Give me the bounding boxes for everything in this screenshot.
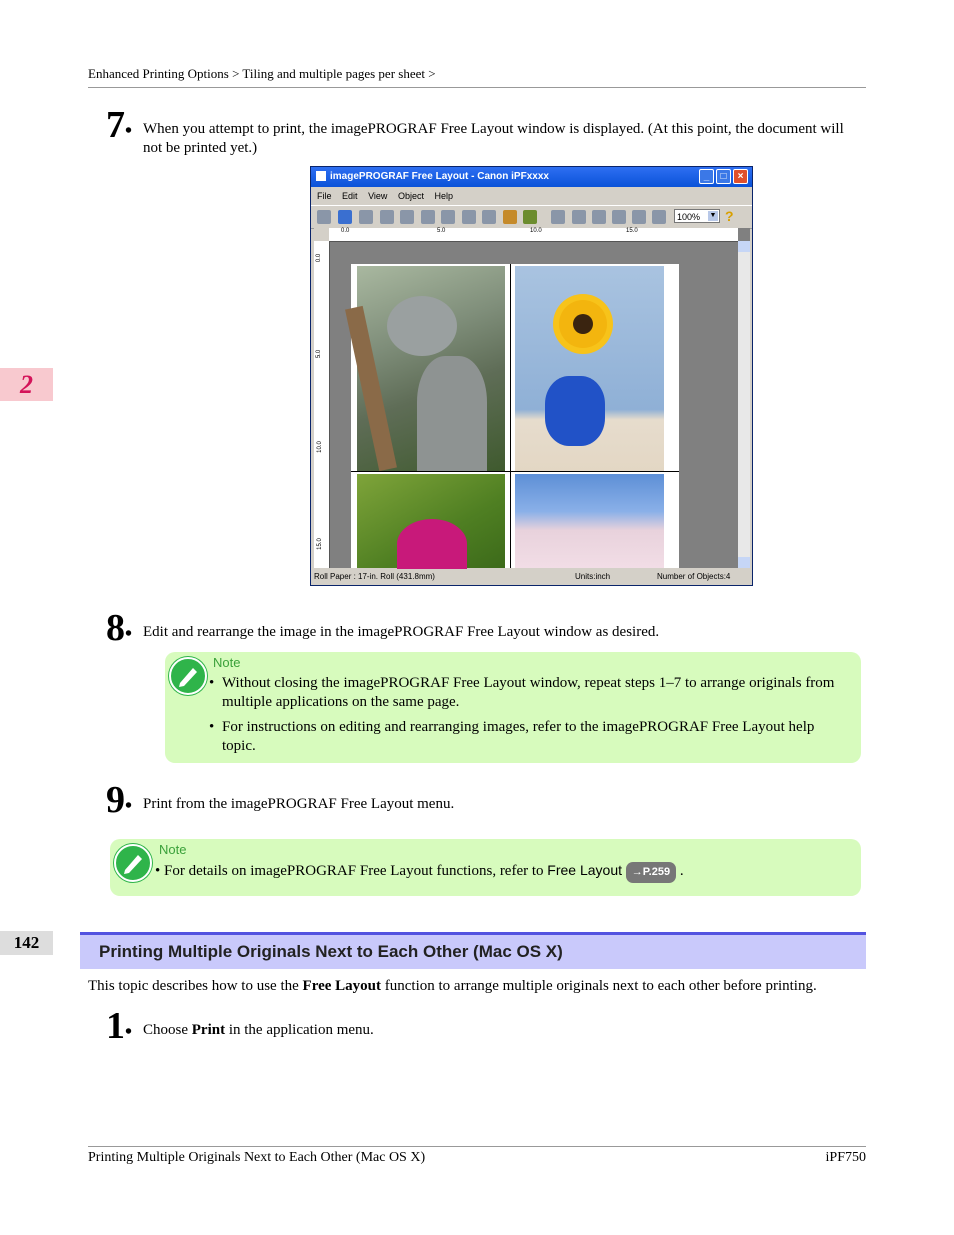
menu-view[interactable]: View [368,191,388,201]
section-intro [88,977,858,996]
note-box [165,652,861,763]
status-objects: Number of Objects:4 [657,572,731,581]
help-icon[interactable]: ? [725,208,734,224]
section-title: Printing Multiple Originals Next to Each Other (Mac OS X) [99,942,563,961]
footer-title: Printing Multiple Originals Next to Each Other (Mac OS X) [88,1150,426,1165]
window-title-bar[interactable] [311,167,752,187]
align-bottom-icon[interactable] [592,210,606,224]
delete-icon[interactable] [441,210,455,224]
zoom-select[interactable] [674,209,720,223]
photo-sunflower[interactable] [515,266,664,471]
copy-icon[interactable] [400,210,414,224]
scroll-down-icon[interactable] [738,557,750,568]
window-title: imagePROGRAF Free Layout - Canon iPFxxxx [330,171,549,182]
maximize-icon[interactable]: □ [716,169,731,184]
note-bullet-text: For instructions on editing and rearranging images, refer to the imagePROGRAF Free Layout help topic. [222,719,815,754]
undo-icon[interactable] [338,210,352,224]
note-bullet: • Without closing the imagePROGRAF Free Layout window, repeat steps 1–7 to arrange originals from multiple applications on the same page. [209,674,849,712]
note-text: For details on imagePROGRAF Free Layout functions, refer to [164,863,544,879]
ruler-v-label: 5.0 [316,349,323,359]
menu-edit[interactable]: Edit [342,191,358,201]
note-bullet-text: Without closing the imagePROGRAF Free Layout window, repeat steps 1–7 to arrange originals from multiple applications on the same page. [222,675,835,710]
redo-icon[interactable] [359,210,373,224]
close-icon[interactable]: × [733,169,748,184]
menu-bar [311,188,752,204]
ruler-h-label: 10.0 [530,228,542,234]
breadcrumb: Enhanced Printing Options > Tiling and multiple pages per sheet > [88,66,436,81]
ruler-corner [314,228,329,241]
page-divider-v [510,264,511,568]
image-icon[interactable] [523,210,537,224]
free-layout-window [310,166,753,586]
cut-icon[interactable] [380,210,394,224]
paste-icon[interactable] [421,210,435,224]
status-units: Units:inch [575,572,611,581]
paper-sheet [351,264,679,568]
intro-text: This topic describes how to use the [88,978,299,994]
send-back-icon[interactable] [482,210,496,224]
app-icon [316,171,326,181]
ruler-h-label: 5.0 [437,228,446,234]
chevron-down-icon: ▼ [709,212,717,219]
vertical-scrollbar[interactable] [738,241,750,568]
align-top-icon[interactable] [551,210,565,224]
note-end: . [679,863,684,879]
step-1-post: in the application menu. [228,1022,374,1038]
scroll-up-icon[interactable] [738,241,750,252]
status-paper: Roll Paper : 17-in. Roll (431.8mm) [314,572,435,581]
page-ref-link[interactable]: →P.259 [626,862,676,883]
header-rule [88,87,866,88]
photo-cherry-blossom[interactable] [515,474,664,568]
intro-text-end: function to arrange multiple originals next to each other before printing. [384,978,817,994]
toolbar [311,205,752,229]
print-icon[interactable] [317,210,331,224]
page-divider-h [351,471,679,472]
menu-object[interactable]: Object [397,191,424,201]
free-layout-link[interactable]: Free Layout [547,862,623,878]
step-1-bold: Print [191,1022,226,1038]
photo-koala[interactable] [357,266,505,471]
minimize-icon[interactable]: _ [699,169,714,184]
align-middle-icon[interactable] [572,210,586,224]
step-number-8: 8• [106,607,133,649]
chapter-tab: 2 [0,368,53,401]
step-9-text: Print from the imagePROGRAF Free Layout menu. [143,796,455,812]
layout-icon[interactable] [503,210,517,224]
ruler-v-label: 0.0 [316,253,323,263]
note-label: Note [159,842,187,857]
note-box [110,839,861,896]
step-1-pre: Choose [143,1022,188,1038]
intro-bold: Free Layout [302,978,382,994]
ruler-h-label: 15.0 [626,228,638,234]
note-bullet: • For instructions on editing and rearranging images, refer to the imagePROGRAF Free Layout help topic. [209,718,849,756]
step-1-text [143,1021,374,1040]
layout-workspace[interactable] [314,228,750,568]
ruler-v-label: 10.0 [316,441,323,453]
note-label: Note [213,655,241,670]
align-right-icon[interactable] [652,210,666,224]
footer-model: iPF750 [825,1150,866,1165]
step-number-7: 7• [106,104,133,146]
vertical-ruler [314,241,330,568]
horizontal-ruler [329,228,738,242]
page-number: 142 [0,931,53,955]
step-7-text: When you attempt to print, the imagePROGRAF Free Layout window is displayed. (At this point, the document will not be printed yet.) [143,121,844,156]
bring-front-icon[interactable] [462,210,476,224]
ruler-v-label: 15.0 [316,538,323,550]
photo-bougainvillea[interactable] [357,474,505,568]
zoom-value: 100% [677,212,701,222]
menu-file[interactable]: File [317,191,332,201]
align-center-icon[interactable] [632,210,646,224]
note-pencil-icon [169,657,207,695]
step-number-1: 1• [106,1005,133,1047]
menu-help[interactable]: Help [434,191,453,201]
footer-rule [88,1146,866,1147]
ruler-h-label: 0.0 [341,228,350,234]
note-bullet: • For details on imagePROGRAF Free Layout functions, refer to Free Layout →P.259 . [155,861,845,883]
step-number-9: 9• [106,779,133,821]
status-bar [311,569,752,585]
align-left-icon[interactable] [612,210,626,224]
note-pencil-icon [114,844,152,882]
step-8-text: Edit and rearrange the image in the imagePROGRAF Free Layout window as desired. [143,624,660,640]
